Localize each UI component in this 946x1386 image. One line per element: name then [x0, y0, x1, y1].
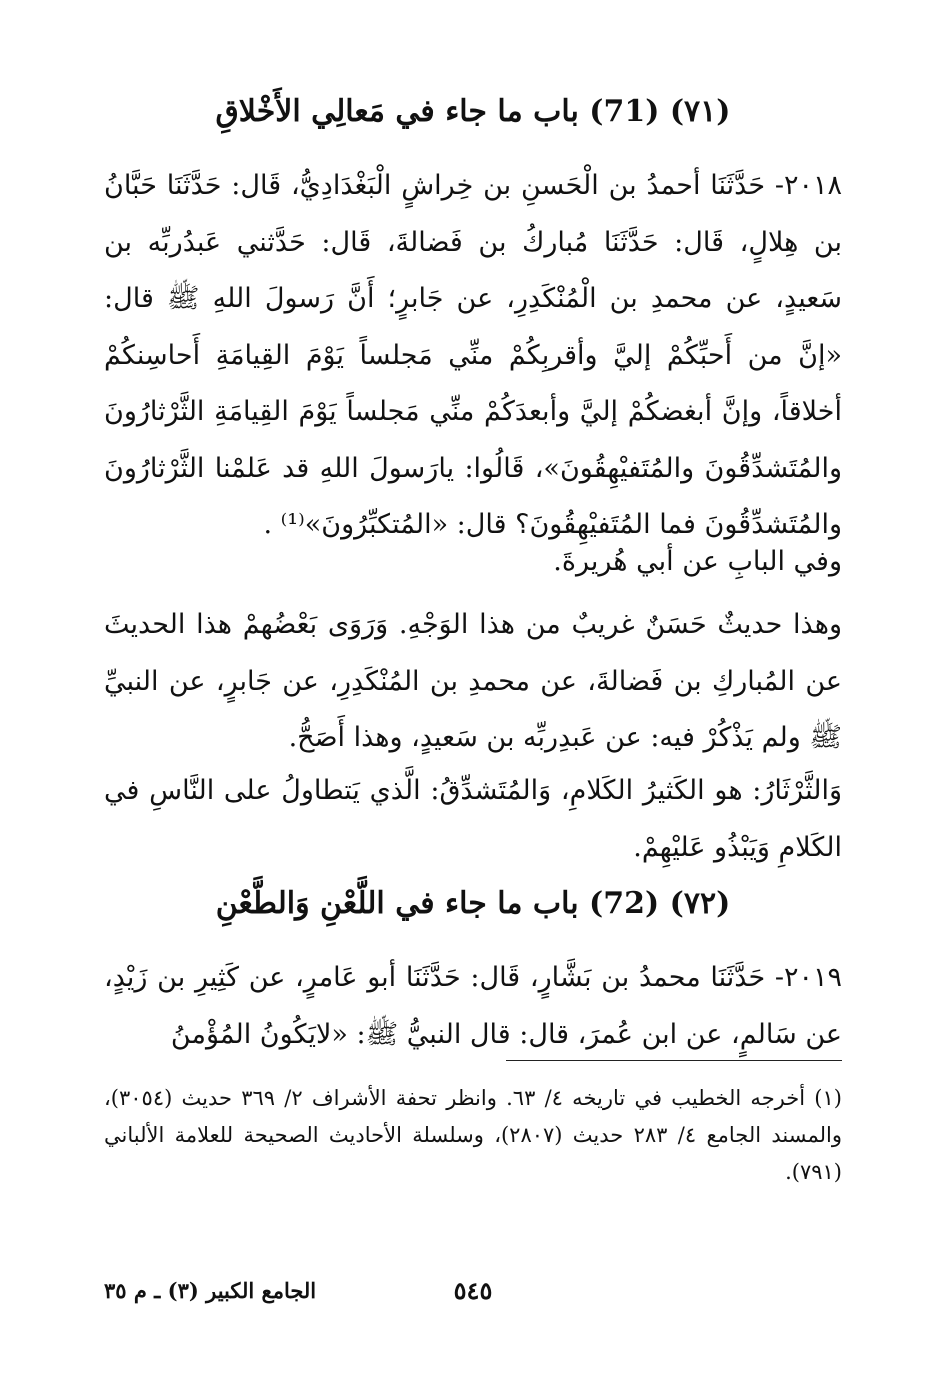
hadith-2019-paragraph: ٢٠١٩- حَدَّثَنَا محمدُ بن بَشَّارٍ، قَال: حَدَّثَنَا أبو عَامرٍ، عن كَثِيرِ بن زَيْدٍ، عن سَالمٍ، عن ابن عُمرَ، قال: قال النبيُّ ﷺ: «لايَكُونُ المُؤْمنُ [104, 962, 842, 1050]
bab-note-paragraph: وفي البابِ عن أبي هُريرةَ. [553, 546, 842, 577]
definition-paragraph: وَالثَّرْثَارُ: هو الكَثيرُ الكَلامِ، وَالمُتَشدِّقُ: الَّذي يَتطاولُ على النَّاسِ في الكَلامِ وَيَبْذُو عَليْهِمْ. [104, 775, 842, 863]
page-number: ٥٤٥ [453, 1276, 493, 1305]
chapter-72-heading: (٧٢) (72) باب ما جاء في اللَّعْنِ وَالطَّعْنِ [215, 886, 731, 921]
footnote-1: (١) أخرجه الخطيب في تاريخه ٤/ ٦٣. وانظر تحفة الأشراف ٢/ ٣٦٩ حديث (٣٠٥٤)، والمسند الجامع ٤/ ٢٨٣ حديث (٢٨٠٧)، وسلسلة الأحاديث الصحيحة للعلامة الألباني (٧٩١). [104, 1086, 842, 1184]
book-signature: الجامع الكبير (٣) ـ م ٣٥ [104, 1278, 317, 1303]
footnote-separator [506, 1060, 842, 1061]
grading-paragraph: وهذا حديثٌ حَسَنٌ غريبٌ من هذا الوَجْهِ. وَرَوَى بَعْضُهمْ هذا الحديثَ عن المُباركِ بن فَضالةَ، عن محمدِ بن المُنْكَدِرِ، عن جَابرٍ، عن النبيِّ ﷺ ولم يَذْكُرْ فيه: عن عَبدِربِّه بن سَعيدٍ، وهذا أَصَحُّ. [104, 609, 842, 753]
chapter-71-heading: (٧١) (71) باب ما جاء في مَعالِي الأَخْلاقِ [215, 94, 731, 129]
hadith-2018-paragraph: ٢٠١٨- حَدَّثَنَا أحمدُ بن الْحَسنِ بن خِراشٍ الْبَغْدَادِيُّ، قَال: حَدَّثَنَا حَبَّانُ بن هِلالٍ، قَال: حَدَّثَنَا مُباركُ بن فَضالةَ، قَال: حَدَّثني عَبدُربِّه بن سَعيدٍ، عن محمدِ بن الْمُنْكَدِرِ، عن جَابرٍ؛ أَنَّ رَسولَ اللهِ ﷺ قال: «إنَّ من أَحبِّكُمْ إليَّ وأقربِكُمْ منِّي مَجلساً يَوْمَ القِيامَةِ أَحاسِنكُمْ أخلاقاً، وإنَّ أبغضكُمْ إليَّ وأبعدَكُمْ منِّي مَجلساً يَوْمَ القِيامَةِ الثَّرْثارُونَ والمُتَشدِّقُونَ والمُتَفيْهِقُونَ»، قَالُوا: يارَسولَ اللهِ قد عَلمْنا الثَّرْثارُونَ والمُتَشدِّقُونَ فما المُتَفيْهِقُونَ؟ قال: «المُتكبِّرُونَ»⁽¹⁾ . [104, 170, 842, 540]
